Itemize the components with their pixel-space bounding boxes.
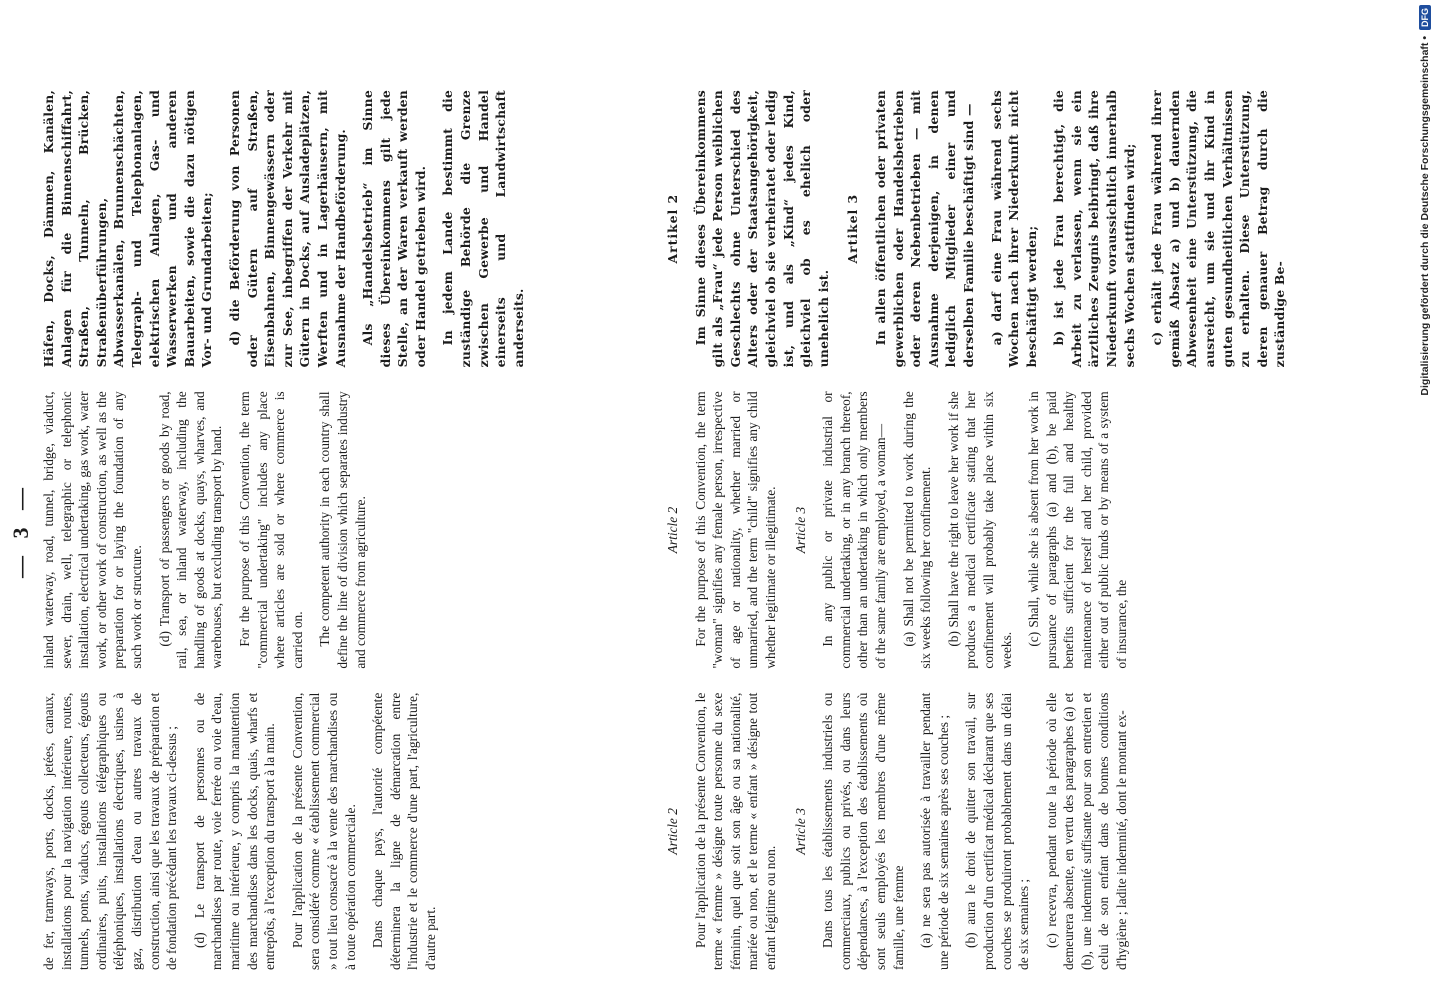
french-paragraph: Dans chaque pays, l'autorité compétente déterminera la ligne de démarcation entre l'industrie et le commerce d'une part, l'agriculture, d'autre part. bbox=[370, 692, 438, 970]
french-column-top bbox=[40, 693, 537, 970]
french-column-bottom bbox=[652, 693, 1299, 970]
french-paragraph: (a) ne sera pas autorisée à travailler pendant une période de six semaines après ses couches ; bbox=[918, 692, 951, 970]
german-paragraph: d) die Beförderung von Personen oder Gütern auf Straßen, Eisenbahnen, Binnengewässern oder zur See, inbegriffen der Verkehr mit Gütern in Docks, auf Ausladeplätzen, Werften und in Lagerhäusern, mit Ausnahme der Handbeförderung. bbox=[226, 90, 348, 368]
digitization-attribution bbox=[1417, 5, 1433, 995]
german-paragraph: In allen öffentlichen oder privaten gewerblichen oder Handelsbetrieben oder deren Nebenbetrieben — mit Ausnahme derjenigen, in denen lediglich Mitglieder einer und derselben Familie beschäftigt sind — bbox=[872, 90, 976, 368]
article-heading: Article 3 bbox=[792, 506, 808, 554]
french-paragraph: (b) aura le droit de quitter son travail, sur production d'un certificat médical déclarant que ses couches se produiront probablement dans un délai de six semaines ; bbox=[963, 692, 1032, 970]
english-column-top bbox=[40, 391, 537, 668]
french-paragraph: Pour l'application de la présente Convention, le terme « femme » désigne toute personne du sexe féminin, quel que soit son âge ou sa nationalité, mariée ou non, et le terme « enfant » désigne tout enfant légitime ou non. bbox=[692, 692, 778, 970]
top-columns bbox=[40, 90, 537, 970]
french-paragraph: Dans tous les établissements industriels ou commerciaux, publics ou privés, ou dans leurs dépendances, à l'exception des établissements où sont seuls employés les membres d'une même famille, une femme bbox=[820, 692, 906, 970]
article-heading: Article 2 bbox=[665, 808, 680, 855]
german-paragraph: Häfen, Docks, Dämmen, Kanälen, Anlagen für die Binnenschiffahrt, Straßen, Tunneln, Brücken, Straßenüberführungen, Abwasserkanälen, Brunnenschächten, Telegraph- und Telephonanlagen, elektrischen Anlagen, Gas- und Wasserwerken und anderen Bauarbeiten, sowie die dazu nötigen Vor- und Grundarbeiten; bbox=[41, 90, 215, 368]
french-paragraph: (c) recevra, pendant toute la période où elle demeurera absente, en vertu des paragraphes (a) et (b), une indemnité suffisante pour son entretien et celui de son enfant dans de bonnes conditions d'hygiène ; ladite indemnité, dont le montant ex- bbox=[1043, 692, 1130, 970]
english-paragraph: inland waterway, road, tunnel, bridge, viaduct, sewer, drain, well, telegraphic or telephonic installation, electrical undertaking, gas work, water work, or other work of construction, as well as the preparation for or laying the foundation of any such work or structure. bbox=[41, 391, 144, 669]
english-paragraph: (a) Shall not be permitted to work during the six weeks following her confinement. bbox=[900, 391, 934, 669]
german-column-bottom bbox=[652, 90, 1299, 367]
article-heading: Article 3 bbox=[792, 808, 808, 855]
german-paragraph: a) darf eine Frau während sechs Wochen nach ihrer Niederkunft nicht beschäftigt werden; bbox=[988, 90, 1039, 368]
article-heading: Artikel 3 bbox=[845, 193, 861, 264]
english-paragraph: The competent authority in each country shall define the line of division which separates industry and commerce from agriculture. bbox=[317, 391, 368, 669]
attribution-text: Digitalisierung gefördert durch die Deutsche Forschungsgemeinschaft • bbox=[1419, 36, 1431, 396]
english-paragraph: (c) Shall, while she is absent from her work in pursuance of paragraphs (a) and (b), be paid benefits sufficient for the full and healthy maintenance of herself and her child, provided either out of public funds or by means of a system of insurance, the bbox=[1026, 391, 1130, 669]
german-paragraph: b) ist jede Frau berechtigt, die Arbeit zu verlassen, wenn sie ein ärztliches Zeugnis beibringt, daß ihre Niederkunft voraussichtlich innerhalb sechs Wochen stattfinden wird; bbox=[1051, 90, 1137, 368]
english-paragraph: For the purpose of this Convention, the term "commercial undertaking" includes any place where articles are sold or where commerce is carried on. bbox=[236, 391, 305, 669]
german-paragraph: Im Sinne dieses Übereinkommens gilt als „Frau“ jede Person weiblichen Geschlechts ohne Unterschied des Alters oder der Staatsangehörigkeit, gleichviel ob sie verheiratet oder ledig ist, und als „Kind“ jedes Kind, gleichviel ob es ehelich oder unehelich ist. bbox=[692, 90, 831, 368]
english-paragraph: For the purpose of this Convention, the term "woman" signifies any female person, irrespective of age or nationality, whether married or unmarried, and the term "child" signifies any child whether legitimate or illegitimate. bbox=[692, 391, 778, 669]
english-paragraph: (d) Transport of passengers or goods by road, rail, sea, or inland waterway, including the handling of goods at docks, quays, wharves, and warehouses, but excluding transport by hand. bbox=[156, 391, 225, 669]
english-paragraph: (b) Shall have the right to leave her work if she produces a medical certificate stating that her confinement will probably take place within six weeks. bbox=[945, 391, 1014, 669]
page-number: — 3 — bbox=[8, 482, 33, 578]
french-paragraph: de fer, tramways, ports, docks, jetées, canaux, installations pour la navigation intérieure, routes, tunnels, ponts, viaducs, égouts collecteurs, égouts ordinaires, puits, installations télégraphiques ou téléphoniques, installations électriques, usines à gaz, distribution d'eau ou autres travaux de construction, ainsi que les travaux de préparation et de fondation précédant les travaux ci-dessus ; bbox=[41, 692, 180, 970]
english-paragraph: In any public or private industrial or commercial undertaking, or in any branch thereof, other than an undertaking in which only members of the same family are employed, a woman— bbox=[820, 391, 888, 669]
german-paragraph: In jedem Lande bestimmt die zuständige Behörde die Grenze zwischen Gewerbe und Handel einerseits und Landwirtschaft anderseits. bbox=[440, 90, 526, 368]
german-paragraph: Als „Handelsbetrieb“ im Sinne dieses Übereinkommens gilt jede Stelle, an der Waren verkauft werden oder Handel getrieben wird. bbox=[360, 90, 428, 368]
french-paragraph: Pour l'application de la présente Convention, sera considéré comme « établissement commercial » tout lieu consacré à la vente des marchandises ou à toute opération commerciale. bbox=[289, 692, 358, 970]
dfg-logo: DFG bbox=[1419, 5, 1431, 30]
french-paragraph: (d) Le transport de personnes ou de marchandises par route, voie ferrée ou voie d'eau, maritime ou intérieure, y compris la manutention des marchandises dans les docks, quais, wharfs et entrepôts, à l'exception du transport à la main. bbox=[191, 692, 278, 970]
bottom-columns bbox=[652, 90, 1299, 970]
german-paragraph: c) erhält jede Frau während ihrer gemäß Absatz a) und b) dauernden Abwesenheit eine Unterstützung, die ausreicht, um sie und ihr Kind in guten gesundheitlichen Verhältnissen zu erhalten. Diese Unterstützung, deren genauer Betrag durch die zuständige Be- bbox=[1149, 90, 1288, 368]
article-heading: Artikel 2 bbox=[665, 193, 680, 264]
german-column-top bbox=[40, 90, 537, 367]
article-heading: Article 2 bbox=[665, 506, 680, 554]
rotated-document-page bbox=[8, 90, 1380, 970]
english-column-bottom bbox=[652, 391, 1299, 668]
